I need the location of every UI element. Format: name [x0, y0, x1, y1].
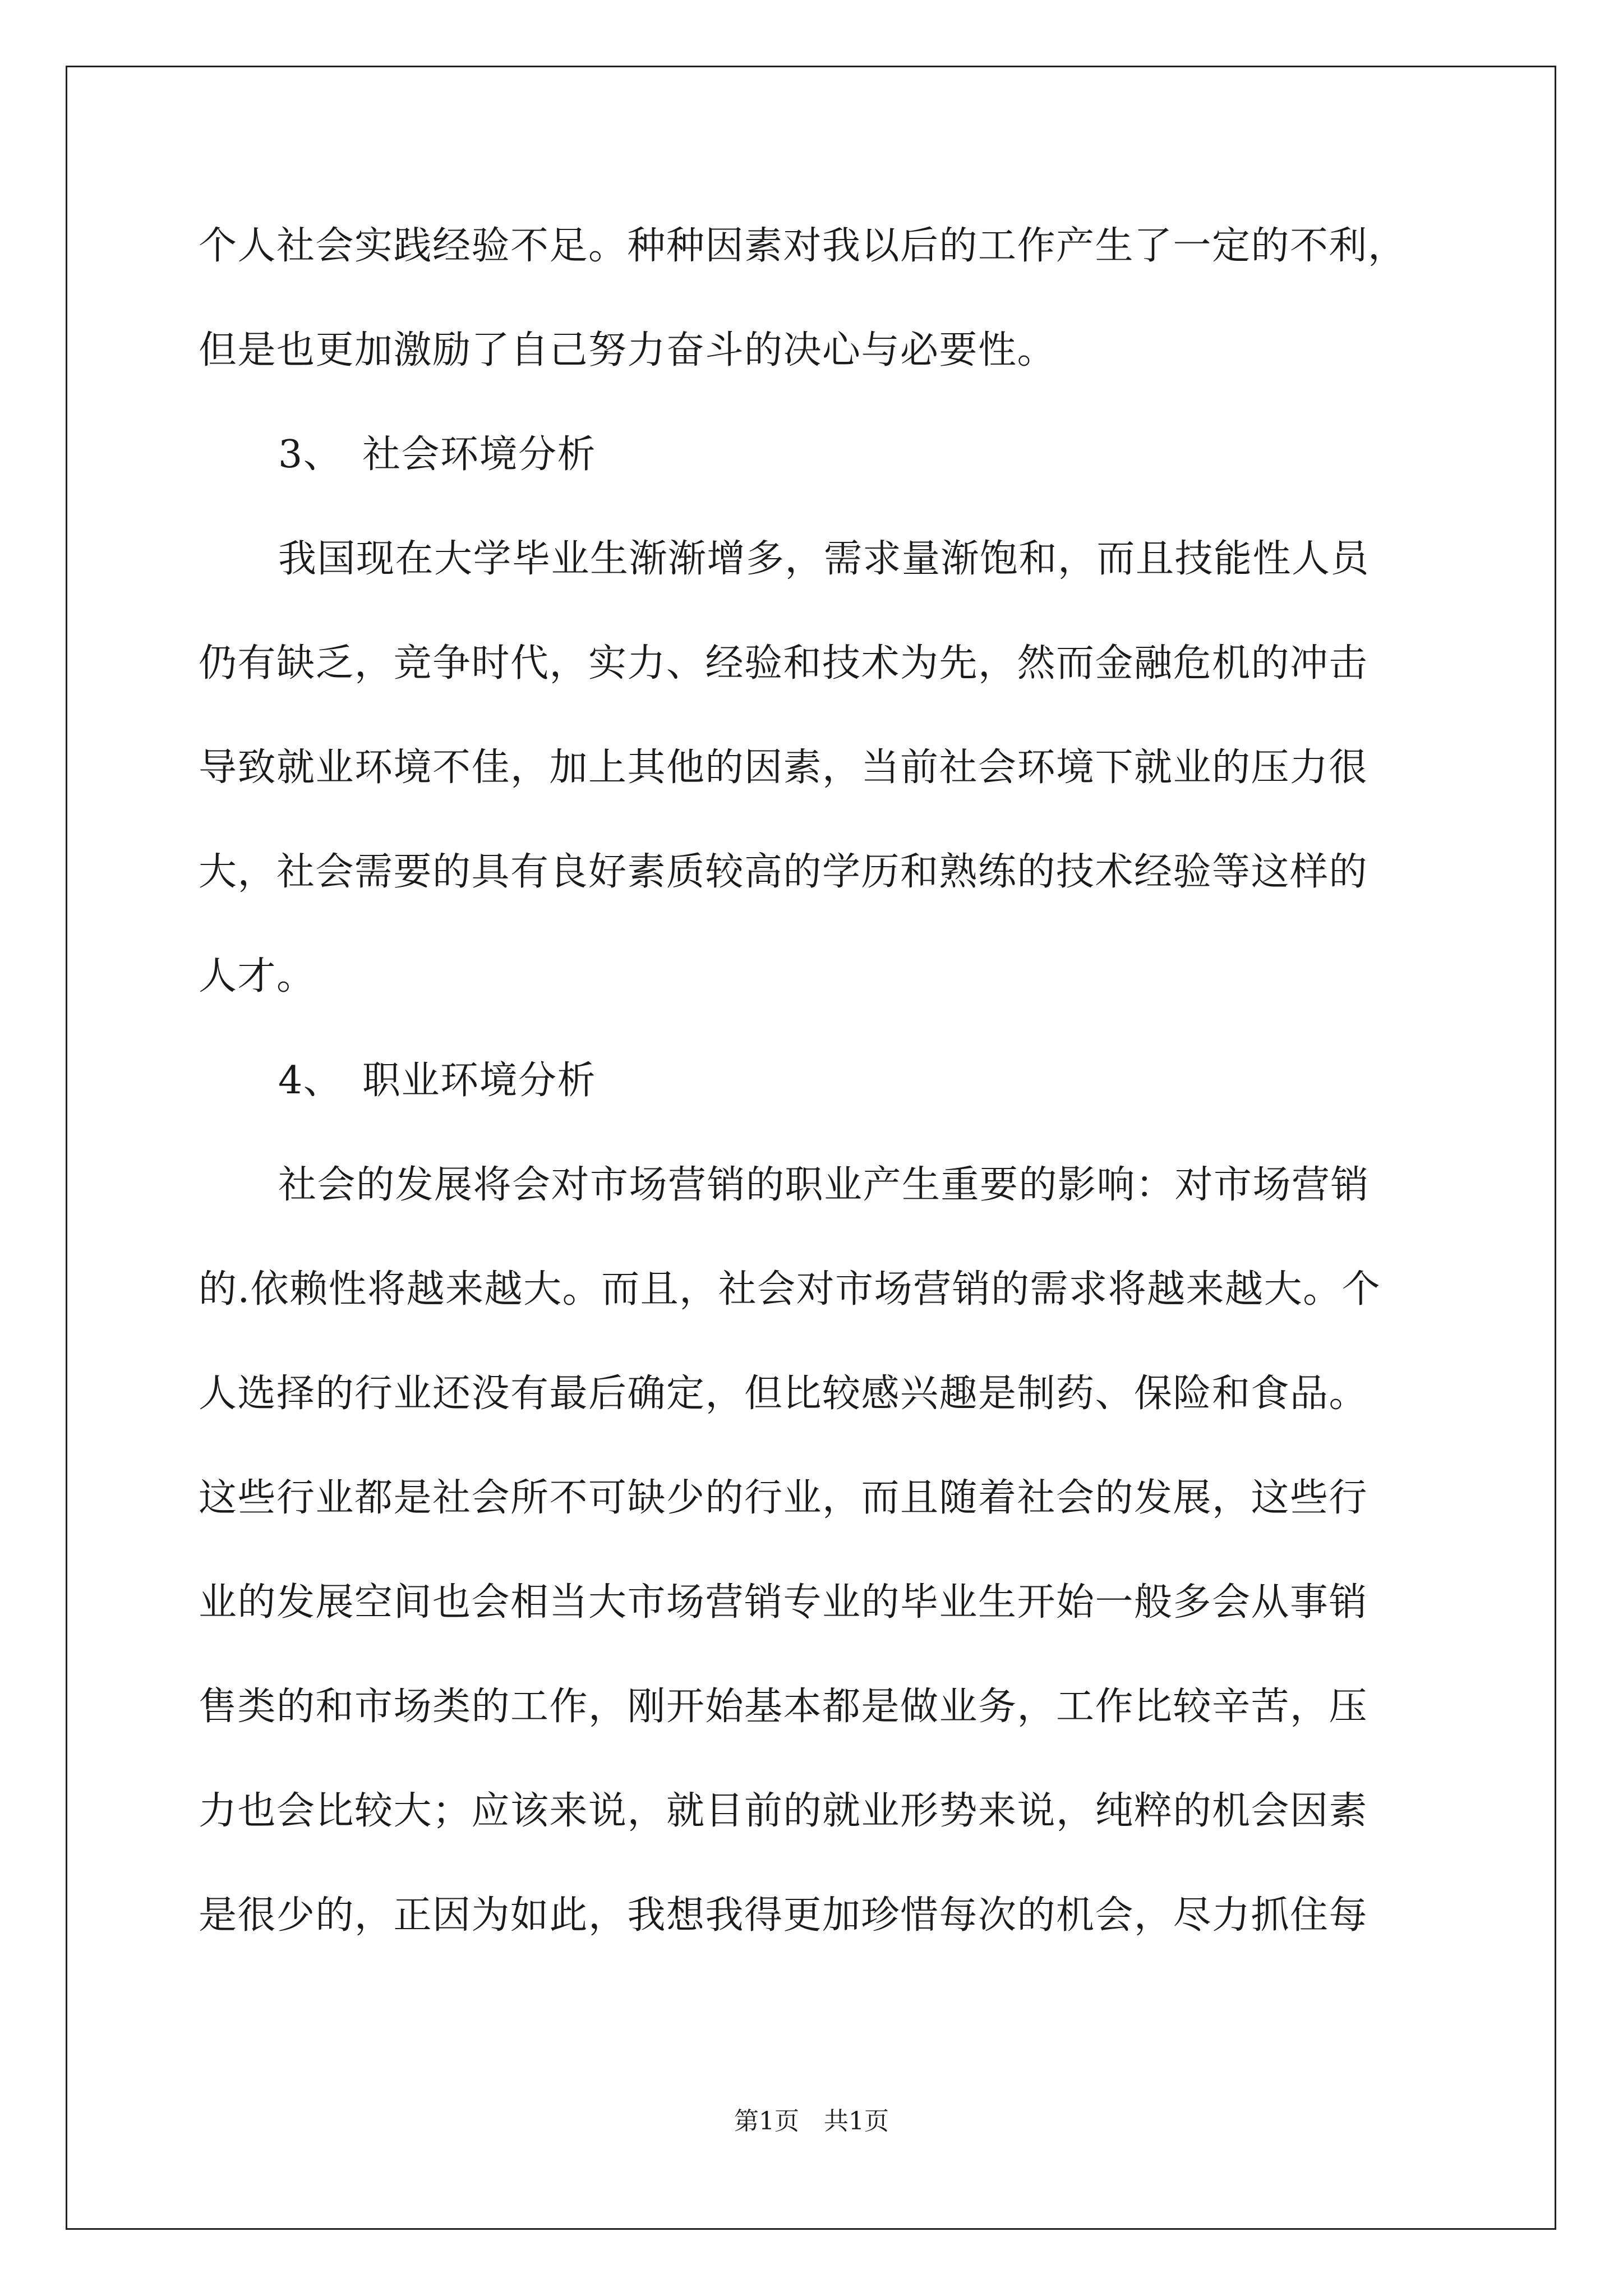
section-heading-title: 职业环境分析 [362, 1059, 597, 1103]
section-heading [278, 424, 1512, 478]
body-line: 售类的和市场类的工作，刚开始基本都是做业务，工作比较辛苦，压 [199, 1685, 1368, 1729]
body-line: 大，社会需要的具有良好素质较高的学历和熟练的技术经验等这样的 [199, 850, 1368, 894]
section-heading-number: 4、 [278, 1059, 343, 1103]
body-line: 人才。 [199, 954, 316, 999]
body-line: 社会的发展将会对市场营销的职业产生重要的影响：对市场营销 [278, 1163, 1370, 1207]
section-heading [278, 1050, 1512, 1105]
body-line: 导致就业环境不佳，加上其他的因素，当前社会环境下就业的压力很 [199, 746, 1368, 790]
body-line: 业的发展空间也会相当大市场营销专业的毕业生开始一般多会从事销 [199, 1580, 1368, 1625]
body-line: 个人社会实践经验不足。种种因素对我以后的工作产生了一定的不利， [199, 224, 1407, 268]
page-footer: 第1页 共1页 [734, 2107, 889, 2136]
body-line: 这些行业都是社会所不可缺少的行业，而且随着社会的发展，这些行 [199, 1476, 1368, 1520]
body-line: 力也会比较大；应该来说，就目前的就业形势来说，纯粹的机会因素 [199, 1789, 1368, 1833]
section-heading-title: 社会环境分析 [362, 432, 597, 477]
section-heading-number: 3、 [278, 432, 343, 477]
body-line: 人选择的行业还没有最后确定，但比较感兴趣是制药、保险和食品。 [199, 1372, 1368, 1416]
body-line: 但是也更加激励了自己努力奋斗的决心与必要性。 [199, 328, 1057, 372]
body-line: 仍有缺乏，竞争时代，实力、经验和技术为先，然而金融危机的冲击 [199, 641, 1368, 685]
body-line: 我国现在大学毕业生渐渐增多，需求量渐饱和，而且技能性人员 [278, 537, 1370, 581]
body-line: 的.依赖性将越来越大。而且，社会对市场营销的需求将越来越大。个 [199, 1267, 1381, 1312]
body-line: 是很少的，正因为如此，我想我得更加珍惜每次的机会，尽力抓住每 [199, 1893, 1368, 1938]
